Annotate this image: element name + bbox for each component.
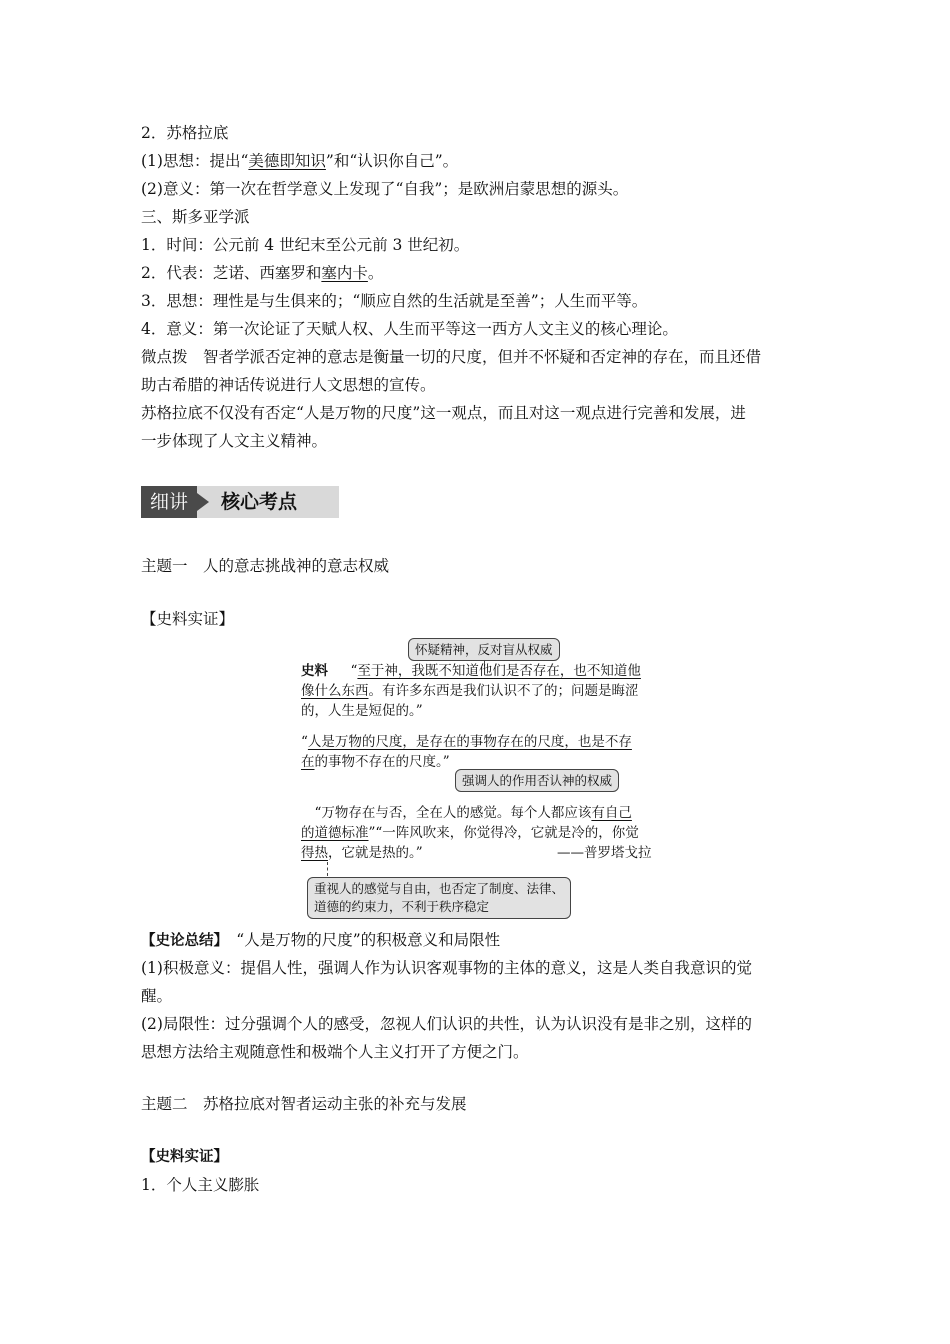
stoa-thought: 3．思想：理性是与生俱来的；“顺应自然的生活就是至善”；人生而平等。 xyxy=(141,292,648,310)
summary-limitation-cont: 思想方法给主观随意性和极端个人主义打开了方便之门。 xyxy=(141,1043,529,1061)
quote1-line3: 的，人生是短促的。” xyxy=(301,703,423,719)
heading-stoa: 三、斯多亚学派 xyxy=(141,208,250,226)
annotation-box-human-role: 强调人的作用否认神的权威 xyxy=(455,769,619,792)
socrates-thought: (1)思想：提出“美德即知识”和“认识你自己”。 xyxy=(141,152,459,170)
tip-line: 微点拨 智者学派否定神的意志是衡量一切的尺度，但并不怀疑和否定神的存在，而且还借 xyxy=(141,348,762,366)
socrates-significance: (2)意义：第一次在哲学意义上发现了“自我”；是欧洲启蒙思想的源头。 xyxy=(141,180,629,198)
underlined-name: 塞内卡 xyxy=(321,264,368,282)
source-label: 史料 xyxy=(301,663,328,679)
banner-arrow-icon xyxy=(197,493,209,511)
quote3-line3: 得热，它就是热的。” xyxy=(301,845,423,861)
quote3-line2: 的道德标准”“一阵风吹来，你觉得冷，它就是冷的，你觉 xyxy=(301,825,639,841)
stoa-significance: 4．意义：第一次论证了天赋人权、人生而平等这一西方人文主义的核心理论。 xyxy=(141,320,678,338)
underlined-phrase: 美德即知识 xyxy=(248,152,326,170)
section-banner xyxy=(141,486,339,518)
topic1-title: 主题一 人的意志挑战神的意志权威 xyxy=(141,557,390,575)
topic1-evidence-label: 【史料实证】 xyxy=(141,610,235,628)
connector-line xyxy=(327,862,328,876)
quote1-line1: “至于神，我既不知道他们是否存在，也不知道他 xyxy=(337,663,641,679)
summary-positive: (1)积极意义：提倡人性，强调人作为认识客观事物的主体的意义，这是人类自我意识的觉 xyxy=(141,959,752,977)
topic2-evidence-label: 【史料实证】 xyxy=(141,1149,228,1165)
tip-line: 一步体现了人文主义精神。 xyxy=(141,432,328,450)
summary-limitation: (2)局限性：过分强调个人的感受，忽视人们认识的共性，认为认识没有是非之别，这样的 xyxy=(141,1015,752,1033)
quote2-line2: 在的事物不存在的尺度。” xyxy=(301,754,450,770)
summary-positive-cont: 醒。 xyxy=(141,987,173,1005)
summary-heading: 【史论总结】 “人是万物的尺度”的积极意义和局限性 xyxy=(141,931,501,949)
topic2-item1: 1．个人主义膨胀 xyxy=(141,1176,260,1194)
banner-title: 核心考点 xyxy=(221,491,298,513)
stoa-representatives: 2．代表：芝诺、西塞罗和塞内卡。 xyxy=(141,264,384,282)
banner-left-label: 细讲 xyxy=(141,486,197,518)
tip-line: 苏格拉底不仅没有否定“人是万物的尺度”这一观点，而且对这一观点进行完善和发展，进 xyxy=(141,404,746,422)
quote3-line1: “万物存在与否，全在人的感觉。每个人都应该有自己 xyxy=(301,805,632,821)
heading-socrates: 2．苏格拉底 xyxy=(141,124,229,142)
evidence-figure xyxy=(295,634,655,924)
annotation-box-limitation: 重视人的感觉与自由，也否定了制度、法律、 道德的约束力，不利于秩序稳定 xyxy=(307,877,571,919)
attribution: ——普罗塔戈拉 xyxy=(557,845,652,861)
stoa-time: 1．时间：公元前 4 世纪末至公元前 3 世纪初。 xyxy=(141,236,470,254)
annotation-box-doubt: 怀疑精神，反对盲从权威 xyxy=(408,638,560,661)
tip-line: 助古希腊的神话传说进行人文思想的宣传。 xyxy=(141,376,436,394)
quote1-line2: 像什么东西。有许多东西是我们认识不了的；问题是晦涩 xyxy=(301,683,639,699)
quote2-line1: “人是万物的尺度，是存在的事物存在的尺度，也是不存 xyxy=(301,734,632,750)
topic2-title: 主题二 苏格拉底对智者运动主张的补充与发展 xyxy=(141,1095,467,1113)
